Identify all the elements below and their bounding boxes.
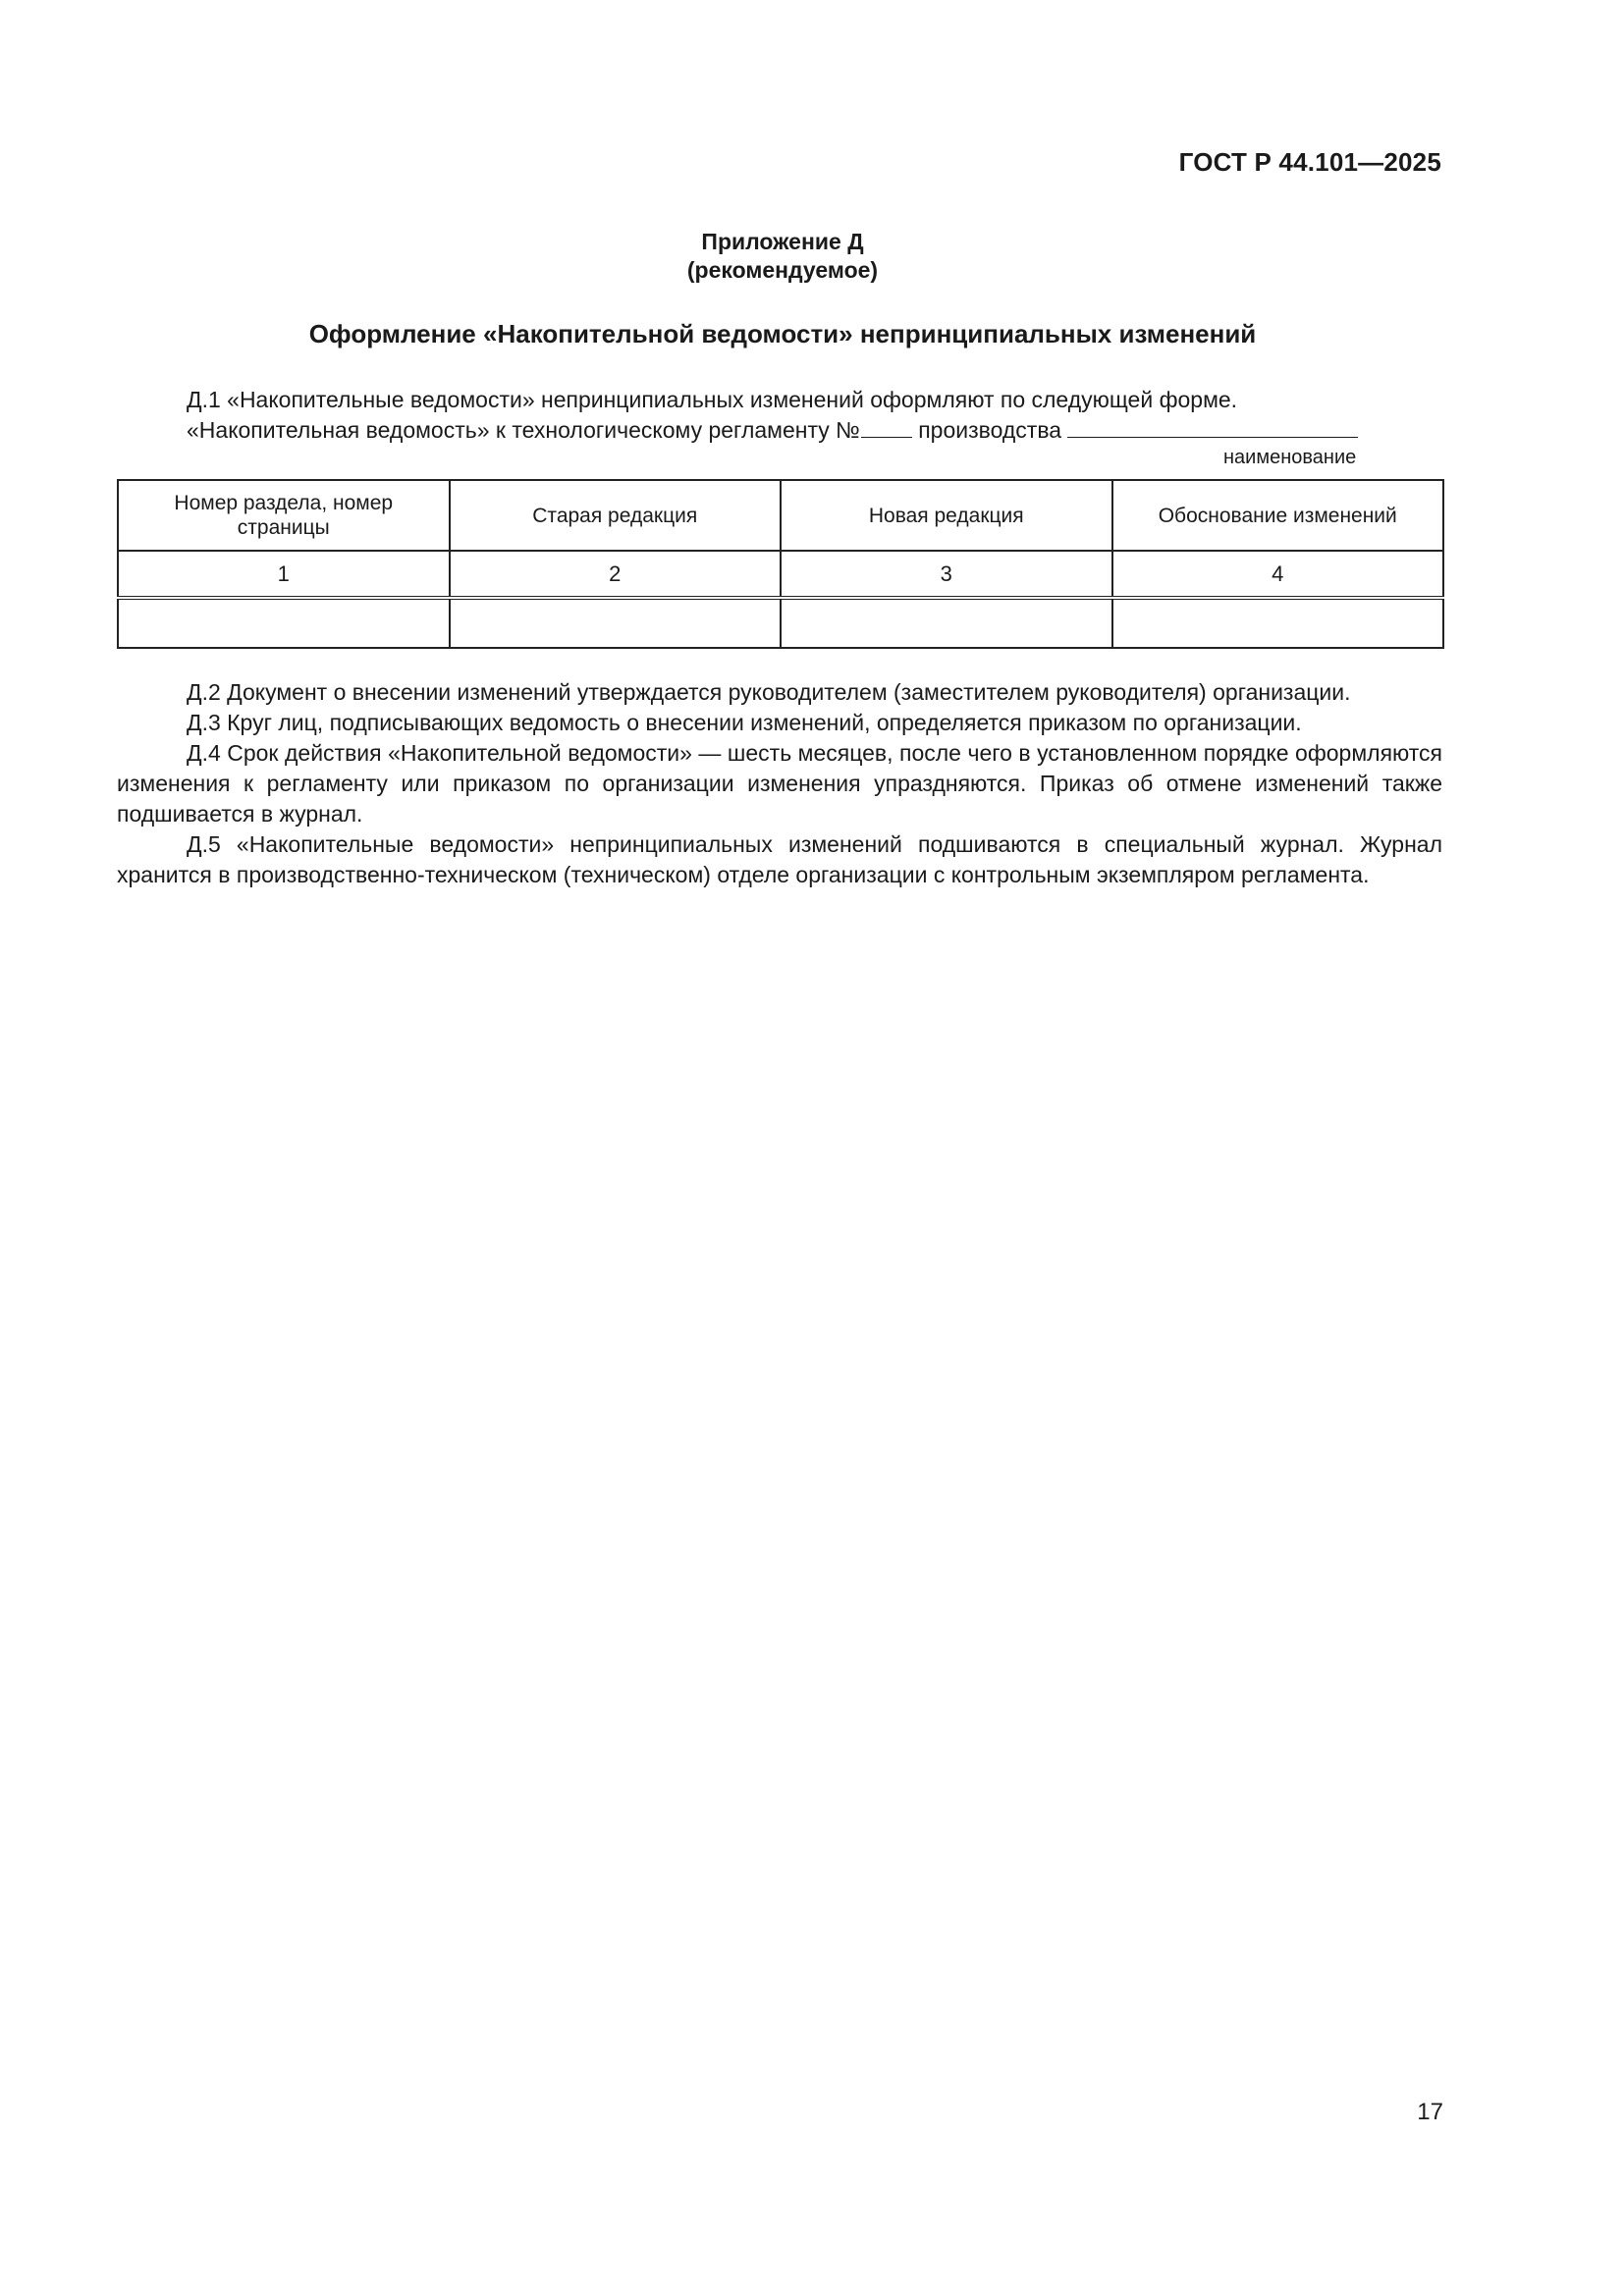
- column-number: 4: [1112, 551, 1444, 598]
- table-header-row: [118, 480, 1443, 551]
- section-title: Оформление «Накопительной ведомости» непринципиальных изменений: [308, 319, 1257, 348]
- page-number: 17: [1417, 2099, 1443, 2125]
- table-number-row: [118, 551, 1443, 598]
- body-paragraphs: [117, 677, 1442, 890]
- header-cell-new-edition: Новая редакция: [781, 480, 1112, 551]
- table-cell: [450, 598, 782, 648]
- header-cell-old-edition: Старая редакция: [450, 480, 782, 551]
- intro-block: [117, 385, 1442, 446]
- blank-caption: наименование: [1223, 447, 1357, 468]
- appendix-status: (рекомендуемое): [686, 257, 879, 283]
- header-cell-justification: Обоснование изменений: [1112, 480, 1444, 551]
- paragraph-d3: Д.3 Круг лиц, подписывающих ведомость о внесении изменений, определяется приказом по организации.: [187, 710, 1302, 735]
- form-line-text-production: производства: [911, 417, 1062, 443]
- production-name-blank: [1067, 417, 1358, 438]
- table-empty-row: [118, 598, 1443, 648]
- ledger-form-table: [117, 479, 1444, 649]
- column-number: 1: [118, 551, 450, 598]
- paragraph-d1: Д.1 «Накопительные ведомости» непринципиальных изменений оформляют по следующей форме.: [187, 387, 1238, 412]
- regulation-number-blank: [861, 417, 912, 438]
- table-cell: [1112, 598, 1444, 648]
- column-number: 2: [450, 551, 782, 598]
- table-cell: [118, 598, 450, 648]
- appendix-heading: [0, 228, 1565, 285]
- paragraph-d4: Д.4 Срок действия «Накопительной ведомости» — шесть месяцев, после чего в установленном порядке оформляются изменения к регламенту или приказом по организации изменения упраздняются. Приказ об отмене изменений также подшивается в журнал.: [117, 740, 1442, 827]
- document-code: ГОСТ Р 44.101—2025: [1178, 147, 1441, 177]
- paragraph-d5: Д.5 «Накопительные ведомости» непринципиальных изменений подшиваются в специальный журнал. Журнал хранится в производственно-техническом (техническом) отделе организации с контрольным экземпляром регламента.: [117, 831, 1442, 887]
- table-cell: [781, 598, 1112, 648]
- appendix-title: Приложение Д: [701, 229, 864, 254]
- header-cell-section-page: Номер раздела, номер страницы: [118, 480, 450, 551]
- column-number: 3: [781, 551, 1112, 598]
- form-line: [117, 415, 1442, 446]
- form-line-text: «Накопительная ведомость» к технологическому регламенту №: [187, 417, 860, 443]
- paragraph-d2: Д.2 Документ о внесении изменений утверждается руководителем (заместителем руководителя) организации.: [187, 679, 1351, 705]
